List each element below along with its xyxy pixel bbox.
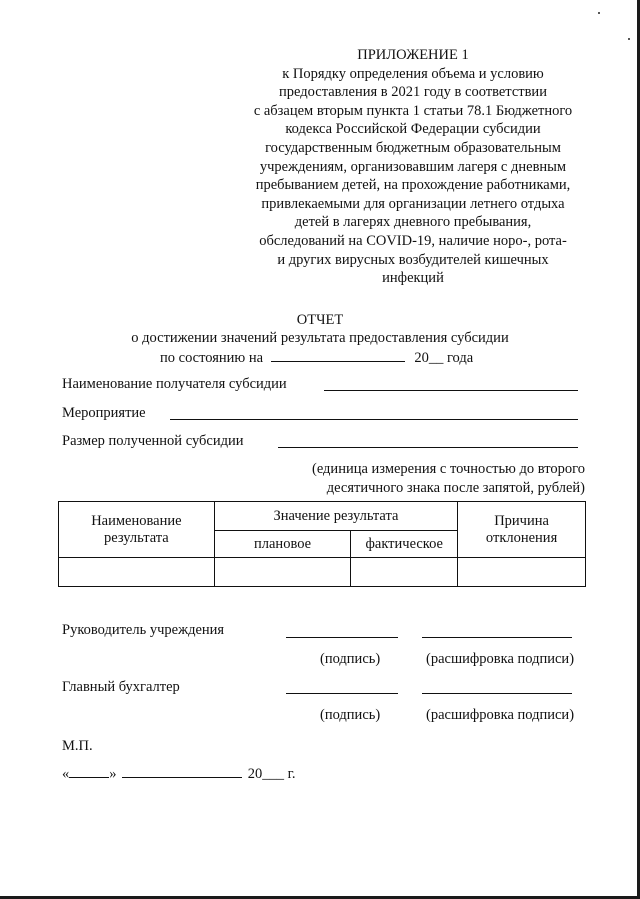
date-quote-close: » — [109, 766, 117, 782]
amount-field[interactable] — [278, 447, 578, 448]
appendix-line: кодекса Российской Федерации субсидии — [285, 121, 541, 138]
head-sign-caption: (подпись) — [320, 651, 381, 667]
recipient-label: Наименование получателя субсидии — [62, 376, 287, 392]
report-date-blank[interactable] — [271, 347, 405, 362]
appendix-header — [238, 46, 588, 288]
table-cell[interactable] — [59, 558, 215, 587]
appendix-line: государственным бюджетным образовательным — [265, 139, 561, 156]
table-cell[interactable] — [214, 558, 351, 587]
appendix-line: и других вирусных возбудителей кишечных — [277, 251, 549, 268]
unit-note-line: (единица измерения с точностью до второго — [311, 461, 585, 477]
header-reason — [458, 502, 586, 558]
results-table — [58, 501, 586, 587]
head-label: Руководитель учреждения — [62, 622, 225, 638]
event-field[interactable] — [170, 419, 578, 420]
accountant-label: Главный бухгалтер — [62, 679, 180, 695]
signing-date — [62, 763, 296, 783]
unit-note — [312, 460, 585, 498]
table-cell[interactable] — [351, 558, 458, 587]
header-result-name-text: Наименование результата — [91, 512, 182, 546]
date-year: 20___ г. — [247, 766, 296, 782]
table-cell[interactable] — [458, 558, 586, 587]
header-planned: плановое — [214, 531, 351, 558]
appendix-line: предоставления в 2021 году в соответствии — [279, 84, 547, 101]
date-quote-open: « — [62, 766, 70, 782]
report-date-year: 20__ года — [414, 350, 474, 366]
appendix-line: обследований на COVID-19, наличие норо-, рота- — [259, 232, 567, 249]
appendix-line: пребыванием детей, на прохождение работниками, — [255, 177, 571, 194]
report-subtitle: о достижении значений результата предоставления субсидии — [131, 330, 509, 346]
appendix-line: привлекаемыми для организации летнего отдыха — [261, 195, 565, 212]
appendix-line: учреждениям, организовавшим лагеря с дневным — [259, 158, 567, 175]
header-result-name — [59, 502, 215, 558]
appendix-line: детей в лагерях дневного пребывания, — [294, 214, 532, 231]
head-sign-field[interactable] — [286, 637, 398, 638]
recipient-field[interactable] — [324, 390, 578, 391]
header-reason-text: Причина отклонения — [485, 512, 558, 546]
accountant-sign-field[interactable] — [286, 693, 398, 694]
accountant-decode-field[interactable] — [422, 693, 572, 694]
stamp-place: М.П. — [62, 738, 93, 754]
event-label: Мероприятие — [62, 405, 146, 421]
scan-speck — [628, 38, 630, 40]
appendix-line: к Порядку определения объема и условию — [282, 65, 544, 82]
accountant-decode-caption: (расшифровка подписи) — [426, 707, 575, 723]
appendix-line: инфекций — [382, 270, 444, 287]
appendix-line: с абзацем вторым пункта 1 статьи 78.1 Бюджетного — [253, 102, 573, 119]
report-date-line — [160, 347, 473, 367]
scan-speck — [598, 12, 600, 14]
report-title: ОТЧЕТ — [296, 312, 344, 328]
head-decode-field[interactable] — [422, 637, 572, 638]
header-actual: фактическое — [351, 531, 458, 558]
appendix-title: ПРИЛОЖЕНИЕ 1 — [357, 47, 469, 63]
head-decode-caption: (расшифровка подписи) — [426, 651, 575, 667]
header-result-value: Значение результата — [214, 502, 457, 531]
amount-label: Размер полученной субсидии — [62, 433, 244, 449]
date-day-blank[interactable] — [69, 763, 109, 778]
report-date-prefix: по состоянию на — [160, 350, 264, 366]
unit-note-line: десятичного знака после запятой, рублей) — [326, 480, 585, 496]
date-month-blank[interactable] — [122, 763, 242, 778]
accountant-sign-caption: (подпись) — [320, 707, 381, 723]
